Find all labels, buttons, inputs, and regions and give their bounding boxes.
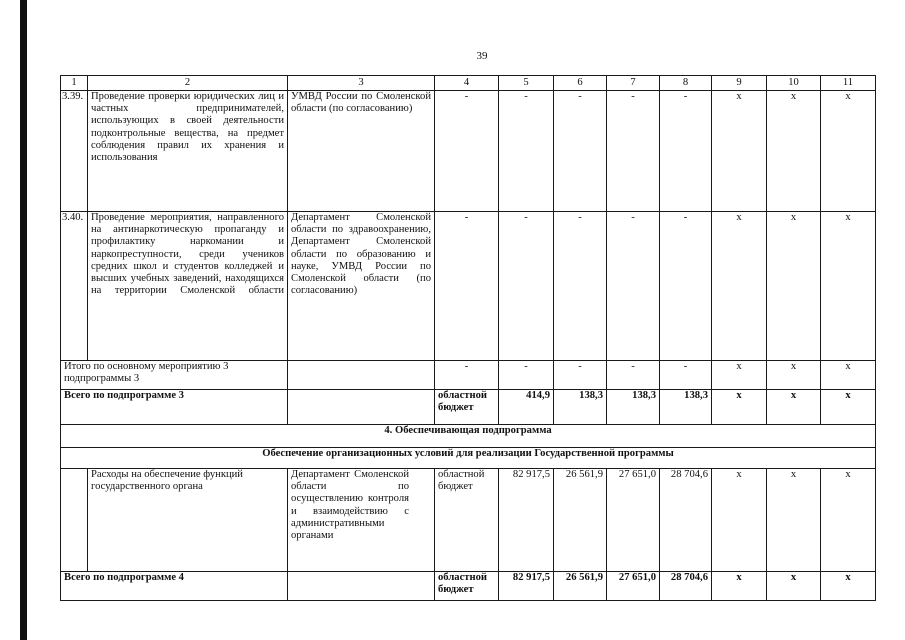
amount-year-1: - [554,361,607,390]
amount-year-3: 138,3 [660,390,712,425]
executor-empty [288,390,435,425]
funding-source: - [435,91,499,212]
section-4-subtitle-row [61,448,876,469]
executor-text: Департамент Смоленской области по осуществлению контроля и взаимодействию с административными органами [291,469,409,542]
col-header-8: 8 [660,76,712,91]
executor-empty [288,361,435,390]
section-4-title-row [61,425,876,448]
indicator-3: х [821,361,876,390]
row-number [61,469,88,572]
row-number: 3.40. [61,212,88,361]
funding-source: областной бюджет [435,469,499,572]
col-header-3: 3 [288,76,435,91]
amount-year-1: 138,3 [554,390,607,425]
column-number-row [61,76,876,91]
subtotal-label: Итого по основному мероприятию 3 подпрограммы 3 [61,361,288,390]
col-header-2: 2 [88,76,288,91]
amount-total: - [499,91,554,212]
table-row-3-40 [61,212,876,361]
col-header-10: 10 [767,76,821,91]
amount-year-3: - [660,91,712,212]
col-header-1: 1 [61,76,88,91]
amount-year-2: - [607,91,660,212]
col-header-4: 4 [435,76,499,91]
indicator-3: х [821,469,876,572]
indicator-1: х [712,469,767,572]
indicator-3: х [821,212,876,361]
amount-year-3: 28 704,6 [660,572,712,601]
amount-year-2: 27 651,0 [607,572,660,601]
indicator-3: х [821,91,876,212]
indicator-3: х [821,572,876,601]
amount-total: 82 917,5 [499,469,554,572]
total-label: Всего по подпрограмме 3 [61,390,288,425]
amount-year-1: - [554,212,607,361]
amount-year-2: 27 651,0 [607,469,660,572]
col-header-9: 9 [712,76,767,91]
section-title: 4. Обеспечивающая подпрограмма [61,425,876,448]
executor [288,469,435,572]
executor-empty [288,572,435,601]
indicator-1: х [712,91,767,212]
amount-year-3: - [660,361,712,390]
table-row-3-39 [61,91,876,212]
indicator-3: х [821,390,876,425]
row-number: 3.39. [61,91,88,212]
funding-source: - [435,212,499,361]
col-header-6: 6 [554,76,607,91]
indicator-1: х [712,212,767,361]
funding-source: - [435,361,499,390]
col-header-5: 5 [499,76,554,91]
event-description: Проведение проверки юридических лиц и частных предпринимателей, использующих в своей деятельности подконтрольные вещества, на предмет соблюдения правил их хранения и использования [88,91,288,212]
scan-edge-bar [20,0,27,640]
expense-row [61,469,876,572]
executor: Департамент Смоленской области по здравоохранению, Департамент Смоленской области по образованию и науке, УМВД России по Смоленской области (по согласованию) [288,212,435,361]
amount-year-2: 138,3 [607,390,660,425]
amount-year-1: - [554,91,607,212]
amount-total: - [499,212,554,361]
executor: УМВД России по Смоленской области (по согласованию) [288,91,435,212]
total-subprogram-4-row [61,572,876,601]
indicator-2: х [767,390,821,425]
section-subtitle: Обеспечение организационных условий для реализации Государственной программы [61,448,876,469]
indicator-2: х [767,91,821,212]
col-header-11: 11 [821,76,876,91]
amount-year-3: 28 704,6 [660,469,712,572]
page-number: 39 [476,50,488,62]
event-description: Расходы на обеспечение функций государственного органа [88,469,288,572]
total-label: Всего по подпрограмме 4 [61,572,288,601]
indicator-2: х [767,572,821,601]
indicator-1: х [712,361,767,390]
col-header-7: 7 [607,76,660,91]
event-description: Проведение мероприятия, направленного на антинаркотическую пропаганду и профилактику наркомании и наркопреступности, среди учеников средних школ и студентов колледжей и высших учебных заведений, находящихся на территории Смоленской области [88,212,288,361]
indicator-2: х [767,212,821,361]
indicator-2: х [767,469,821,572]
amount-total: 414,9 [499,390,554,425]
amount-total: 82 917,5 [499,572,554,601]
amount-year-1: 26 561,9 [554,469,607,572]
amount-year-2: - [607,212,660,361]
total-subprogram-3-row [61,390,876,425]
funding-source: областной бюджет [435,390,499,425]
budget-table [60,75,876,601]
amount-total: - [499,361,554,390]
subtotal-main-event-3-row [61,361,876,390]
amount-year-2: - [607,361,660,390]
indicator-1: х [712,572,767,601]
indicator-1: х [712,390,767,425]
indicator-2: х [767,361,821,390]
amount-year-1: 26 561,9 [554,572,607,601]
funding-source: областной бюджет [435,572,499,601]
amount-year-3: - [660,212,712,361]
